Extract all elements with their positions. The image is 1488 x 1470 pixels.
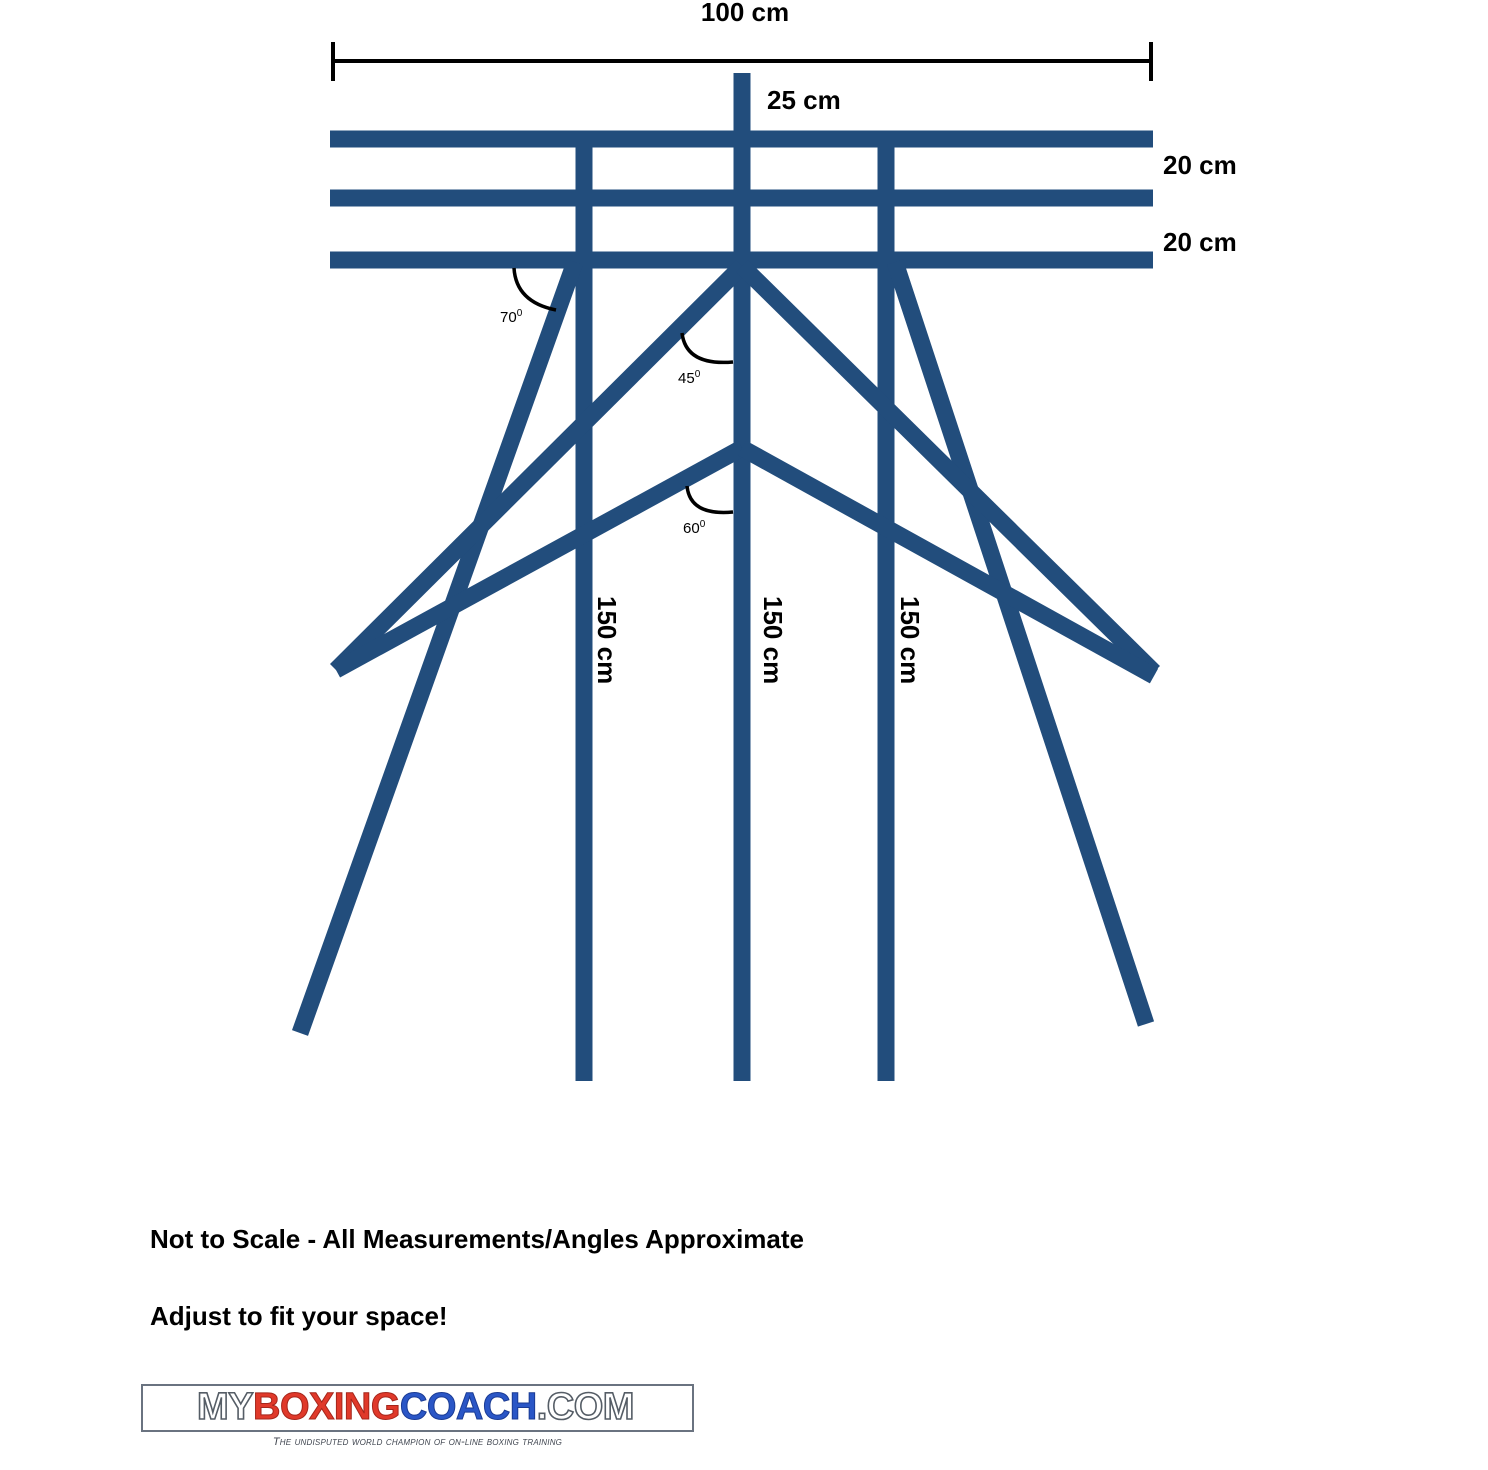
- frame: [300, 73, 1154, 1081]
- angle-arc-lower-brace: [687, 486, 733, 512]
- post-left-length-label: 150 cm: [592, 596, 622, 685]
- top-extension-label: 25 cm: [767, 85, 841, 115]
- logo-part-boxing: BOXING: [253, 1386, 400, 1428]
- post-right-length-label: 150 cm: [895, 596, 925, 685]
- angle-value-upper-brace: 45: [678, 370, 695, 387]
- post-center-length-label: 150 cm: [758, 596, 788, 685]
- angle-label-upper-brace: [678, 369, 701, 387]
- total-width-label: 100 cm: [700, 0, 790, 27]
- degree-mark: 0: [516, 308, 523, 319]
- gap-2-label: 20 cm: [1163, 227, 1237, 257]
- angle-value-outer-leg: 70: [500, 309, 517, 326]
- angle-value-lower-brace: 60: [683, 520, 700, 537]
- upper-brace-right: [742, 266, 1154, 672]
- angle-arc-upper-brace: [682, 333, 733, 362]
- outer-leg-left: [300, 262, 575, 1033]
- logo-part-coach: COACH: [399, 1386, 537, 1428]
- degree-mark: 0: [699, 519, 706, 530]
- angle-arc-outer-leg: [514, 268, 556, 310]
- disclaimer-note: Not to Scale - All Measurements/Angles Approximate: [150, 1224, 804, 1254]
- degree-mark: 0: [694, 369, 701, 380]
- logo-part-my: MY: [197, 1386, 254, 1428]
- gap-1-label: 20 cm: [1163, 150, 1237, 180]
- angle-label-outer-leg: [500, 308, 523, 326]
- angle-label-lower-brace: [683, 519, 706, 537]
- adjust-note: Adjust to fit your space!: [150, 1301, 448, 1331]
- lower-brace-left: [336, 448, 742, 670]
- logo-tagline: The undisputed world champion of on-line boxing training: [272, 1436, 563, 1448]
- upper-brace-left: [336, 266, 742, 670]
- logo-part-com: .COM: [536, 1386, 634, 1428]
- logo-wordmark: [141, 1384, 690, 1428]
- myboxingcoach-logo: [141, 1384, 694, 1454]
- lower-brace-right: [742, 448, 1154, 676]
